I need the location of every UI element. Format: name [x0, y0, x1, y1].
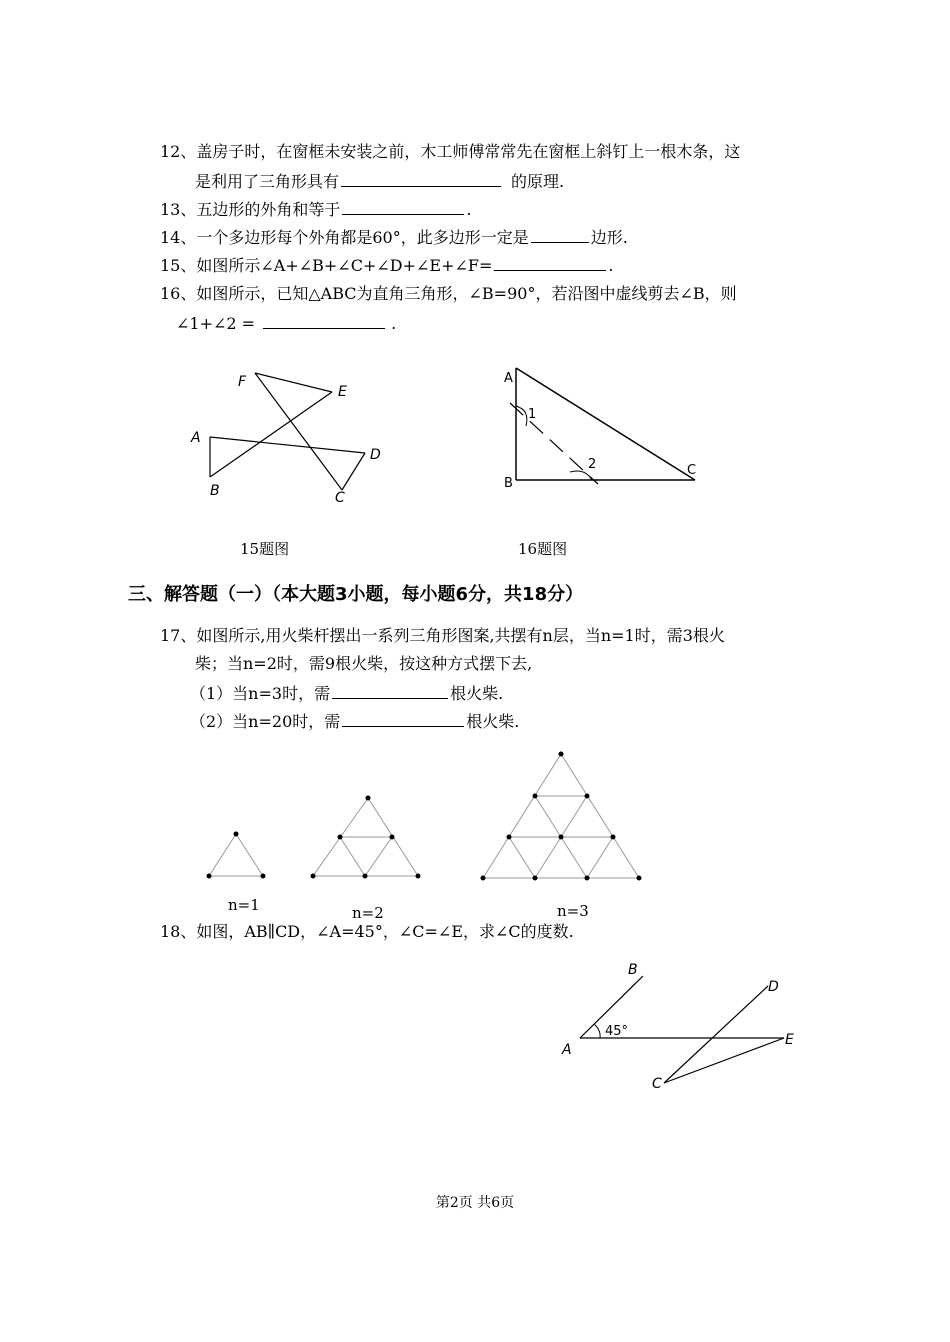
q13-answer-blank[interactable] — [342, 198, 464, 215]
q14-answer-blank[interactable] — [531, 226, 589, 243]
fig18-label-b: B — [628, 962, 638, 978]
q13-text: 13、五边形的外角和等于 — [160, 200, 341, 219]
fig16-side-ac — [516, 368, 695, 480]
fig18-angle-a-arc — [594, 1024, 600, 1038]
q13-end: . — [466, 200, 472, 219]
dot — [507, 835, 512, 840]
triangle-n2 — [313, 798, 418, 876]
triangle-n3-dots — [481, 752, 642, 881]
q14-line — [160, 226, 628, 248]
triangle-n3-d4 — [587, 837, 613, 878]
section3-title: 三、解答题（一）（本大题3小题，每小题6分，共18分） — [128, 584, 584, 605]
fig16-label-1: 1 — [528, 407, 537, 422]
q17-sub1-end: 根火柴. — [450, 684, 504, 703]
dot — [261, 874, 266, 879]
dot — [311, 874, 316, 879]
dot — [533, 794, 538, 799]
dot — [559, 752, 564, 757]
fig18-label-e: E — [785, 1032, 794, 1048]
fig16-cut-line — [510, 403, 598, 484]
fig18-line-ce — [664, 1038, 784, 1083]
fig15-label-f: F — [238, 374, 247, 390]
dot — [559, 835, 564, 840]
figure-16 — [500, 360, 720, 500]
fig17-caption-n2: n=2 — [352, 904, 384, 922]
dot — [366, 796, 371, 801]
fig18-label-c: C — [652, 1076, 662, 1092]
q17-sub1-answer-blank[interactable] — [332, 682, 448, 699]
fig15-line-e-b — [210, 392, 332, 477]
dot — [207, 874, 212, 879]
fig18-angle-label: 45° — [605, 1024, 629, 1039]
q13-line — [160, 198, 471, 220]
dot — [481, 876, 486, 881]
dot — [416, 874, 421, 879]
q12-text: 是利用了三角形具有 — [195, 172, 340, 191]
fig15-label-b: B — [210, 483, 220, 499]
fig16-label-c: C — [687, 463, 697, 478]
q12-line1: 12、盖房子时，在窗框未安装之前，木工师傅常常先在窗框上斜钉上一根木条，这 — [160, 142, 741, 161]
triangle-n3 — [483, 754, 639, 878]
page-footer: 第2页 共6页 — [435, 1195, 515, 1211]
fig15-label-a: A — [191, 430, 201, 446]
fig17-caption-n3: n=3 — [557, 902, 589, 920]
fig15-line-d-c — [342, 453, 365, 490]
fig15-label-d: D — [370, 447, 381, 463]
fig18-label-a: A — [562, 1042, 572, 1058]
dot — [390, 835, 395, 840]
triangle-n3-outline — [483, 754, 639, 878]
dot — [234, 832, 239, 837]
dot — [363, 874, 368, 879]
q15-end: . — [608, 256, 614, 275]
q16-end: . — [391, 314, 397, 333]
triangle-n1-outline — [209, 834, 263, 876]
fig15-caption: 15题图 — [240, 540, 290, 558]
fig16-angle1-arc — [516, 406, 527, 426]
fig15-line-f-c — [255, 373, 342, 490]
fig16-angle2-arc — [570, 471, 592, 480]
q17-sub1 — [190, 682, 503, 704]
fig15-label-c: C — [335, 490, 345, 506]
dot — [533, 876, 538, 881]
q17-sub1-text: （1）当n=3时，需 — [190, 684, 331, 703]
triangle-n2-inner-right — [365, 837, 392, 876]
fig16-label-2: 2 — [588, 457, 597, 472]
q17-line2: 柴；当n=2时，需9根火柴，按这种方式摆下去, — [195, 654, 533, 673]
fig17-caption-n1: n=1 — [228, 896, 260, 914]
q14-text: 14、一个多边形每个外角都是60°，此多边形一定是 — [160, 228, 529, 247]
q12-end: 的原理. — [511, 172, 565, 191]
q12-answer-blank[interactable] — [341, 170, 501, 187]
triangle-n2-inner-left — [340, 837, 365, 876]
dot — [637, 876, 642, 881]
dot — [585, 794, 590, 799]
q12-line2 — [195, 170, 564, 192]
q17-sub2-text: （2）当n=20时，需 — [190, 712, 341, 731]
fig16-label-a: A — [504, 371, 513, 386]
q15-line — [160, 254, 614, 276]
q17-line1: 17、如图所示,用火柴杆摆出一系列三角形图案,共摆有n层，当n=1时，需3根火 — [160, 626, 725, 645]
q15-text: 15、如图所示∠A+∠B+∠C+∠D+∠E+∠F= — [160, 256, 493, 275]
dot — [585, 876, 590, 881]
q14-end: 边形. — [590, 228, 628, 247]
fig18-label-d: D — [768, 979, 779, 995]
figure-15 — [180, 365, 400, 505]
fig15-line-a-d — [210, 437, 365, 453]
triangle-n1-dots — [207, 832, 266, 879]
q16-line1: 16、如图所示，已知△ABC为直角三角形，∠B=90°，若沿图中虚线剪去∠B，则 — [160, 284, 737, 303]
fig18-line-cd — [664, 986, 768, 1083]
q16-text: ∠1+∠2 = — [176, 314, 256, 333]
q15-answer-blank[interactable] — [494, 254, 606, 271]
fig15-label-e: E — [338, 384, 347, 400]
dot — [338, 835, 343, 840]
figure-17 — [195, 742, 665, 932]
triangle-n3-d2 — [509, 837, 535, 878]
q17-sub2-answer-blank[interactable] — [342, 710, 464, 727]
fig16-caption: 16题图 — [518, 540, 568, 558]
q16-line2 — [176, 312, 396, 334]
q17-sub2-end: 根火柴. — [466, 712, 520, 731]
triangle-n1 — [209, 834, 263, 876]
dot — [611, 835, 616, 840]
figure-18 — [558, 958, 818, 1098]
fig16-label-b: B — [504, 476, 513, 491]
q16-answer-blank[interactable] — [263, 312, 385, 329]
q17-sub2 — [190, 710, 519, 732]
q18-line: 18、如图，AB∥CD，∠A=45°，∠C=∠E，求∠C的度数. — [160, 922, 574, 941]
